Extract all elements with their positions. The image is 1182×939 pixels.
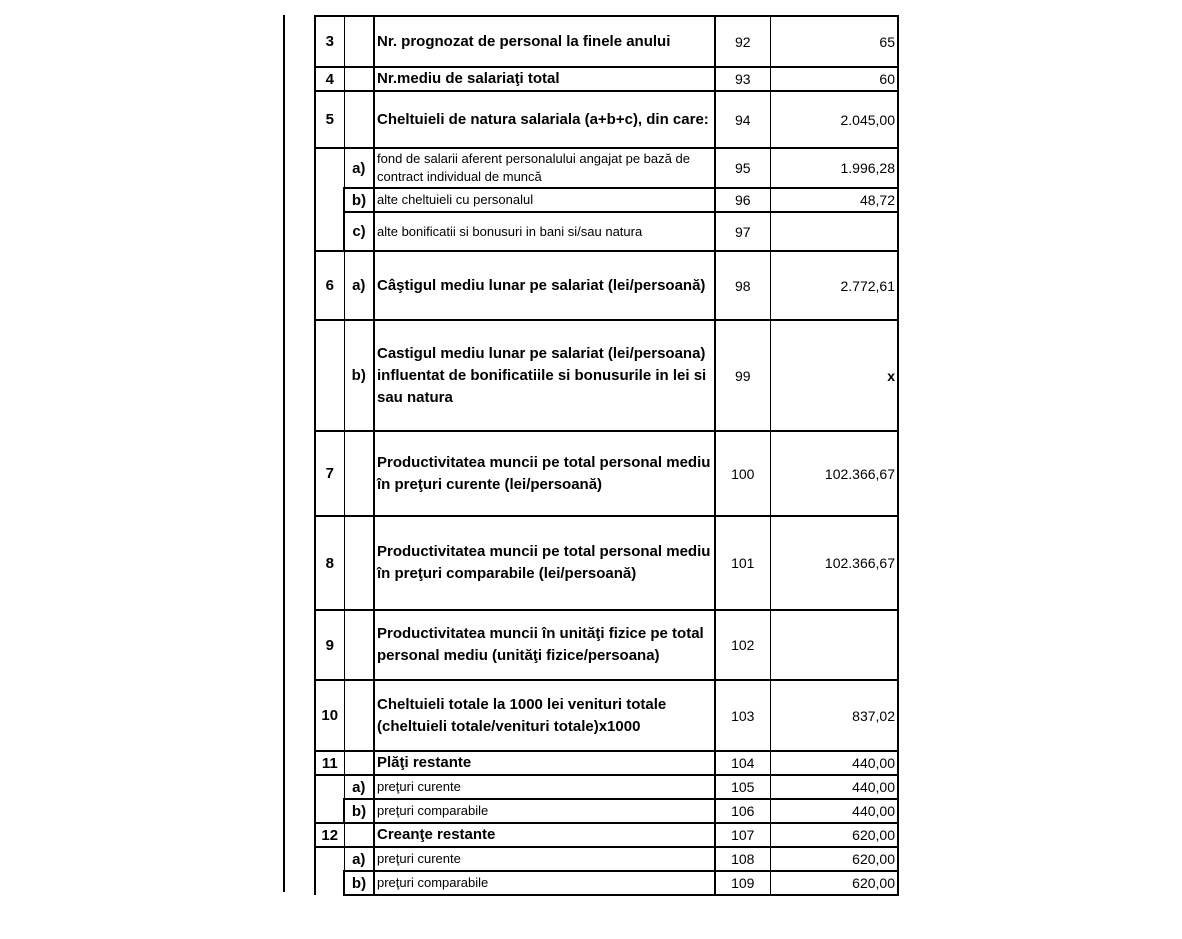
row-number: 9 — [315, 610, 344, 680]
row-label: Cheltuieli de natura salariala (a+b+c), din care: — [374, 91, 715, 148]
row-code: 101 — [715, 516, 770, 610]
table-row — [315, 823, 898, 847]
row-code: 96 — [715, 188, 770, 212]
row-code: 95 — [715, 148, 770, 188]
row-value — [770, 610, 898, 680]
row-value: 65 — [770, 16, 898, 67]
row-number: 4 — [315, 67, 344, 91]
row-value: 102.366,67 — [770, 431, 898, 516]
row-label: Productivitatea muncii pe total personal mediu în preţuri curente (lei/persoană) — [374, 431, 715, 516]
row-number: 8 — [315, 516, 344, 610]
row-value: 60 — [770, 67, 898, 91]
row-label: Plăţi restante — [374, 751, 715, 775]
table-row — [315, 610, 898, 680]
table-row — [315, 680, 898, 751]
indicators-table — [314, 15, 899, 896]
row-value: 620,00 — [770, 871, 898, 895]
row-subindex — [344, 67, 374, 91]
row-label: Nr.mediu de salariaţi total — [374, 67, 715, 91]
row-number: 7 — [315, 431, 344, 516]
row-label: Nr. prognozat de personal la finele anului — [374, 16, 715, 67]
row-label: Productivitatea muncii pe total personal mediu în preţuri comparabile (lei/persoană) — [374, 516, 715, 610]
row-label: alte bonificatii si bonusuri in bani si/sau natura — [374, 212, 715, 251]
table-row — [315, 320, 898, 431]
row-value — [770, 212, 898, 251]
table-row — [315, 67, 898, 91]
row-label: alte cheltuieli cu personalul — [374, 188, 715, 212]
table-row — [315, 251, 898, 320]
row-number: 11 — [315, 751, 344, 775]
row-value: 440,00 — [770, 751, 898, 775]
row-number — [315, 847, 344, 895]
row-value: 102.366,67 — [770, 516, 898, 610]
row-code: 99 — [715, 320, 770, 431]
row-code: 93 — [715, 67, 770, 91]
row-code: 105 — [715, 775, 770, 799]
row-subindex: a) — [344, 847, 374, 871]
table-row — [315, 91, 898, 148]
row-value: 48,72 — [770, 188, 898, 212]
row-value: 620,00 — [770, 847, 898, 871]
row-label: Câştigul mediu lunar pe salariat (lei/persoană) — [374, 251, 715, 320]
row-subindex — [344, 610, 374, 680]
row-value: 440,00 — [770, 775, 898, 799]
row-number: 12 — [315, 823, 344, 847]
row-code: 92 — [715, 16, 770, 67]
row-subindex — [344, 751, 374, 775]
row-subindex: b) — [344, 188, 374, 212]
row-code: 94 — [715, 91, 770, 148]
row-label: Productivitatea muncii în unităţi fizice pe total personal mediu (unităţi fizice/persoana) — [374, 610, 715, 680]
row-value: 440,00 — [770, 799, 898, 823]
row-value: 2.045,00 — [770, 91, 898, 148]
row-subindex — [344, 516, 374, 610]
table-row — [315, 188, 898, 212]
row-code: 103 — [715, 680, 770, 751]
table-row — [315, 16, 898, 67]
row-number: 6 — [315, 251, 344, 320]
row-subindex: a) — [344, 148, 374, 188]
row-number: 3 — [315, 16, 344, 67]
row-label: preţuri curente — [374, 847, 715, 871]
row-value: x — [770, 320, 898, 431]
table-row — [315, 871, 898, 895]
row-value: 2.772,61 — [770, 251, 898, 320]
row-number — [315, 775, 344, 823]
row-number: 5 — [315, 91, 344, 148]
row-label: Creanţe restante — [374, 823, 715, 847]
row-code: 97 — [715, 212, 770, 251]
row-value: 620,00 — [770, 823, 898, 847]
row-subindex: b) — [344, 320, 374, 431]
row-code: 108 — [715, 847, 770, 871]
row-subindex: c) — [344, 212, 374, 251]
row-subindex — [344, 680, 374, 751]
row-label: Cheltuieli totale la 1000 lei venituri totale (cheltuieli totale/venituri totale)x1000 — [374, 680, 715, 751]
row-label: Castigul mediu lunar pe salariat (lei/persoana) influentat de bonificatiile si bonusurile in lei si sau natura — [374, 320, 715, 431]
row-code: 109 — [715, 871, 770, 895]
row-subindex: b) — [344, 871, 374, 895]
table-row — [315, 799, 898, 823]
row-subindex: a) — [344, 775, 374, 799]
row-code: 104 — [715, 751, 770, 775]
row-label: preţuri curente — [374, 775, 715, 799]
table-row — [315, 148, 898, 188]
table-row — [315, 516, 898, 610]
row-subindex — [344, 431, 374, 516]
row-subindex: a) — [344, 251, 374, 320]
row-code: 102 — [715, 610, 770, 680]
table-row — [315, 751, 898, 775]
row-subindex — [344, 823, 374, 847]
row-value: 1.996,28 — [770, 148, 898, 188]
row-code: 98 — [715, 251, 770, 320]
row-subindex: b) — [344, 799, 374, 823]
row-code: 100 — [715, 431, 770, 516]
row-label: fond de salarii aferent personalului angajat pe bază de contract individual de muncă — [374, 148, 715, 188]
row-subindex — [344, 16, 374, 67]
margin-rule — [283, 15, 285, 892]
row-label: preţuri comparabile — [374, 799, 715, 823]
row-subindex — [344, 91, 374, 148]
table-row — [315, 431, 898, 516]
row-value: 837,02 — [770, 680, 898, 751]
row-code: 106 — [715, 799, 770, 823]
row-number: 10 — [315, 680, 344, 751]
row-code: 107 — [715, 823, 770, 847]
row-number — [315, 148, 344, 251]
table-row — [315, 212, 898, 251]
row-label: preţuri comparabile — [374, 871, 715, 895]
table-row — [315, 847, 898, 871]
row-number — [315, 320, 344, 431]
table-row — [315, 775, 898, 799]
